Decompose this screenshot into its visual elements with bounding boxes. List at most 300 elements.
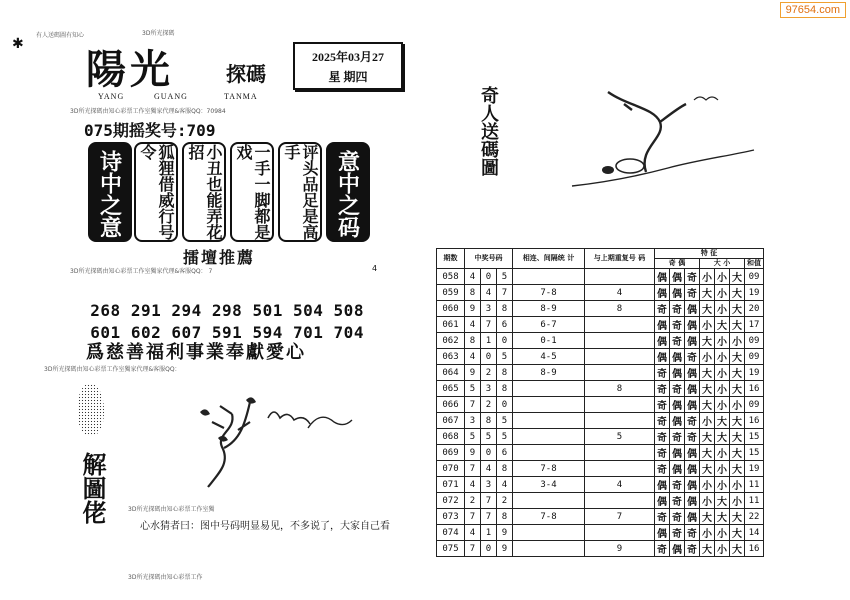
cell-issue: 068 (437, 429, 465, 445)
cell-sum: 15 (745, 429, 764, 445)
cell-odd-even: 偶 (670, 365, 685, 381)
cell-digit: 8 (465, 285, 481, 301)
cell-odd-even: 偶 (685, 445, 700, 461)
cell-big-small: 小 (715, 285, 730, 301)
cell-odd-even: 奇 (655, 509, 670, 525)
cell-digit: 8 (497, 365, 513, 381)
cell-odd-even: 奇 (670, 381, 685, 397)
cell-big-small: 小 (700, 525, 715, 541)
issue-result (84, 118, 215, 141)
cell-sum: 19 (745, 365, 764, 381)
cell-issue: 063 (437, 349, 465, 365)
recommend-number: 298 (211, 301, 243, 320)
cell-odd-even: 奇 (670, 317, 685, 333)
recommend-number: 504 (293, 301, 324, 320)
cell-digit: 7 (481, 493, 497, 509)
recommend-number: 291 (130, 301, 162, 320)
cell-digit: 5 (497, 413, 513, 429)
cell-digit: 9 (465, 365, 481, 381)
left-title-column: 诗中之意 (88, 142, 132, 242)
cell-digit: 8 (497, 461, 513, 477)
fine-print: 3D所光探碼由知心彩票工作室獨家代理&客服QQ：70984 (70, 108, 226, 115)
cell-span: 0-1 (513, 333, 585, 349)
cell-digit: 4 (465, 317, 481, 333)
cell-issue: 072 (437, 493, 465, 509)
cell-span: 8-9 (513, 365, 585, 381)
cell-big-small: 小 (715, 461, 730, 477)
cell-odd-even: 偶 (655, 333, 670, 349)
cell-span (513, 269, 585, 285)
recommend-number: 591 (211, 323, 243, 342)
cell-big-small: 大 (730, 509, 745, 525)
cell-digit: 4 (465, 525, 481, 541)
cell-big-small: 大 (730, 429, 745, 445)
cell-digit: 0 (497, 397, 513, 413)
cell-digit: 4 (497, 477, 513, 493)
corner-caption: 有人送碼圖有知心 (36, 32, 85, 39)
header-feature: 特 征 (655, 249, 764, 259)
table-row (437, 269, 764, 285)
cell-odd-even: 奇 (685, 429, 700, 445)
cell-odd-even: 偶 (655, 349, 670, 365)
cell-repeat: 9 (585, 541, 655, 557)
cell-big-small: 大 (730, 365, 745, 381)
cell-span: 7-8 (513, 285, 585, 301)
cell-big-small: 大 (715, 413, 730, 429)
cell-big-small: 小 (715, 525, 730, 541)
cell-repeat (585, 525, 655, 541)
cell-odd-even: 奇 (670, 509, 685, 525)
portrait-image (78, 384, 104, 436)
cell-odd-even: 奇 (655, 397, 670, 413)
cell-big-small: 小 (700, 477, 715, 493)
cell-issue: 067 (437, 413, 465, 429)
gift-sketch (568, 86, 758, 190)
cell-digit: 2 (481, 397, 497, 413)
header-odd-even: 奇 偶 (655, 259, 700, 269)
cell-big-small: 小 (715, 445, 730, 461)
table-row (437, 445, 764, 461)
history-table (436, 248, 764, 557)
cell-big-small: 大 (700, 285, 715, 301)
cell-digit: 7 (497, 285, 513, 301)
table-row (437, 461, 764, 477)
cell-digit: 4 (465, 349, 481, 365)
pinyin-2: GUANG (154, 92, 188, 101)
cell-digit: 4 (465, 477, 481, 493)
cell-big-small: 小 (730, 397, 745, 413)
cell-digit: 8 (481, 413, 497, 429)
cell-digit: 7 (481, 317, 497, 333)
cell-repeat: 7 (585, 509, 655, 525)
cell-digit: 1 (481, 525, 497, 541)
cell-big-small: 大 (715, 317, 730, 333)
cell-odd-even: 偶 (655, 477, 670, 493)
cell-issue: 060 (437, 301, 465, 317)
cell-odd-even: 奇 (685, 525, 700, 541)
table-row (437, 525, 764, 541)
cell-issue: 070 (437, 461, 465, 477)
cell-digit: 7 (465, 509, 481, 525)
cell-big-small: 大 (700, 381, 715, 397)
cell-issue: 073 (437, 509, 465, 525)
cell-big-small: 小 (700, 269, 715, 285)
cell-odd-even: 奇 (670, 525, 685, 541)
cell-repeat (585, 397, 655, 413)
cell-digit: 7 (465, 541, 481, 557)
table-row (437, 493, 764, 509)
cell-digit: 8 (497, 301, 513, 317)
cell-digit: 9 (497, 541, 513, 557)
cell-span: 7-8 (513, 461, 585, 477)
cell-digit: 3 (481, 301, 497, 317)
recommend-number: 508 (333, 301, 364, 320)
cell-odd-even: 偶 (670, 413, 685, 429)
cell-big-small: 大 (700, 461, 715, 477)
charity-slogan: 爲慈善福利事業奉獻愛心 (86, 342, 306, 363)
cell-repeat (585, 413, 655, 429)
cell-big-small: 大 (730, 381, 745, 397)
poem-column-1 (134, 142, 178, 242)
cell-digit: 9 (465, 301, 481, 317)
cell-big-small: 大 (730, 285, 745, 301)
header-sum: 和值 (745, 259, 764, 269)
poem-line-4: 评头品足是高手 (282, 144, 319, 240)
cell-digit: 5 (497, 349, 513, 365)
cell-digit: 8 (497, 509, 513, 525)
cell-sum: 16 (745, 541, 764, 557)
cell-digit: 8 (497, 381, 513, 397)
cell-span (513, 541, 585, 557)
cell-issue: 058 (437, 269, 465, 285)
cell-sum: 16 (745, 413, 764, 429)
cell-span: 6-7 (513, 317, 585, 333)
cell-sum: 20 (745, 301, 764, 317)
cell-big-small: 大 (730, 541, 745, 557)
cell-repeat (585, 333, 655, 349)
cell-issue: 069 (437, 445, 465, 461)
table-row (437, 317, 764, 333)
cell-big-small: 大 (730, 301, 745, 317)
cell-big-small: 小 (715, 397, 730, 413)
cell-digit: 9 (465, 445, 481, 461)
cell-odd-even: 奇 (670, 333, 685, 349)
cell-odd-even: 奇 (670, 493, 685, 509)
header-number: 中奖号码 (465, 249, 513, 269)
issue-number: 709 (186, 121, 216, 140)
cell-span (513, 381, 585, 397)
table-row (437, 365, 764, 381)
cell-big-small: 小 (715, 269, 730, 285)
cell-repeat (585, 269, 655, 285)
cell-issue: 075 (437, 541, 465, 557)
cell-big-small: 大 (700, 397, 715, 413)
cell-odd-even: 偶 (655, 285, 670, 301)
table-row (437, 333, 764, 349)
cell-repeat (585, 461, 655, 477)
cell-odd-even: 奇 (685, 269, 700, 285)
cell-digit: 0 (481, 445, 497, 461)
cell-issue: 066 (437, 397, 465, 413)
cell-sum: 14 (745, 525, 764, 541)
cell-sum: 09 (745, 269, 764, 285)
cell-odd-even: 奇 (655, 461, 670, 477)
cell-odd-even: 奇 (655, 301, 670, 317)
poem-line-3: 一手一脚都是戏 (234, 144, 271, 240)
cell-sum: 16 (745, 381, 764, 397)
cell-digit: 5 (465, 381, 481, 397)
table-row (437, 541, 764, 557)
table-row (437, 509, 764, 525)
cell-big-small: 大 (700, 429, 715, 445)
cell-big-small: 大 (730, 269, 745, 285)
cell-digit: 4 (481, 461, 497, 477)
cell-big-small: 小 (715, 333, 730, 349)
cell-digit: 7 (465, 461, 481, 477)
decode-fine-2: 3D所光探碼由知心彩票工作 (128, 574, 203, 581)
table-row (437, 477, 764, 493)
cell-odd-even: 偶 (685, 301, 700, 317)
recommend-number: 602 (130, 323, 162, 342)
cell-big-small: 大 (730, 525, 745, 541)
cell-big-small: 大 (700, 365, 715, 381)
header-big-small: 大 小 (700, 259, 745, 269)
cell-sum: 11 (745, 493, 764, 509)
cell-repeat: 4 (585, 477, 655, 493)
cell-repeat (585, 493, 655, 509)
header-issue: 期数 (437, 249, 465, 269)
poem-column-2 (182, 142, 226, 242)
decode-hint: 心水猜者曰：图中号码明显易见，不多说了，大家自己看 (140, 521, 390, 532)
poem-column-3 (230, 142, 274, 242)
cell-odd-even: 奇 (655, 445, 670, 461)
cell-issue: 074 (437, 525, 465, 541)
decode-title: 解圖佬 (78, 452, 107, 524)
cell-odd-even: 偶 (670, 397, 685, 413)
cell-span: 7-8 (513, 509, 585, 525)
recommend-number: 294 (171, 301, 202, 320)
cell-big-small: 小 (730, 477, 745, 493)
cell-odd-even: 奇 (685, 413, 700, 429)
cell-big-small: 大 (700, 509, 715, 525)
cell-odd-even: 偶 (655, 493, 670, 509)
number-row-2 (70, 304, 364, 342)
cell-digit: 7 (465, 397, 481, 413)
cell-big-small: 小 (730, 333, 745, 349)
cell-sum: 15 (745, 445, 764, 461)
recommend-title: 擂壇推薦 (183, 248, 256, 267)
cell-repeat (585, 445, 655, 461)
cell-span (513, 445, 585, 461)
cell-odd-even: 奇 (670, 301, 685, 317)
cell-issue: 062 (437, 333, 465, 349)
site-watermark[interactable]: 97654.com (780, 2, 846, 18)
cell-odd-even: 偶 (670, 349, 685, 365)
cell-digit: 1 (481, 333, 497, 349)
cell-odd-even: 偶 (685, 381, 700, 397)
cell-digit: 0 (481, 349, 497, 365)
cell-big-small: 大 (700, 541, 715, 557)
cell-odd-even: 偶 (685, 477, 700, 493)
cell-digit: 5 (465, 429, 481, 445)
cell-odd-even: 偶 (685, 317, 700, 333)
cell-odd-even: 偶 (685, 461, 700, 477)
cell-issue: 061 (437, 317, 465, 333)
date-line: 2025年03月27 (311, 50, 384, 64)
cell-odd-even: 偶 (670, 541, 685, 557)
cell-odd-even: 奇 (655, 429, 670, 445)
cell-sum: 09 (745, 349, 764, 365)
margin-mark: ✱ (12, 36, 24, 52)
cell-big-small: 大 (700, 301, 715, 317)
cell-odd-even: 偶 (670, 269, 685, 285)
cell-repeat: 5 (585, 429, 655, 445)
brand-title: 陽光 (86, 46, 174, 93)
date-box (293, 42, 403, 90)
right-section-title: 奇人送碼圖 (478, 86, 499, 176)
history-table-body (437, 269, 764, 557)
cell-sum: 11 (745, 477, 764, 493)
cell-odd-even: 偶 (670, 461, 685, 477)
cell-big-small: 小 (715, 349, 730, 365)
cell-repeat: 4 (585, 285, 655, 301)
cell-digit: 3 (465, 413, 481, 429)
cell-big-small: 大 (715, 429, 730, 445)
cell-big-small: 大 (730, 445, 745, 461)
cell-big-small: 小 (715, 541, 730, 557)
cell-digit: 6 (497, 445, 513, 461)
cell-repeat: 8 (585, 381, 655, 397)
cell-big-small: 大 (700, 333, 715, 349)
cell-big-small: 小 (715, 477, 730, 493)
cell-sum: 09 (745, 397, 764, 413)
cell-issue: 064 (437, 365, 465, 381)
cell-issue: 065 (437, 381, 465, 397)
cell-big-small: 小 (700, 349, 715, 365)
recommend-number: 268 (90, 301, 121, 320)
cell-span (513, 493, 585, 509)
cell-odd-even: 偶 (685, 509, 700, 525)
cell-digit: 0 (481, 541, 497, 557)
slogan-fine-print: 3D所光探碼由知心彩票工作室獨家代理&客服QQ： (44, 366, 181, 373)
poem-column-4 (278, 142, 322, 242)
cell-issue: 059 (437, 285, 465, 301)
issue-label: 075期摇奖号: (84, 121, 187, 140)
pinyin-1: YANG (98, 92, 125, 101)
cell-odd-even: 奇 (655, 413, 670, 429)
cell-big-small: 大 (730, 413, 745, 429)
cell-big-small: 小 (700, 413, 715, 429)
table-row (437, 429, 764, 445)
cell-digit: 4 (481, 285, 497, 301)
cell-digit: 4 (465, 269, 481, 285)
cell-big-small: 大 (730, 349, 745, 365)
brand-tagline: 3D所光探碼 (142, 30, 175, 37)
recommend-number: 594 (252, 323, 283, 342)
cell-digit: 0 (481, 269, 497, 285)
cell-big-small: 小 (715, 365, 730, 381)
cell-odd-even: 奇 (685, 541, 700, 557)
cell-odd-even: 奇 (670, 477, 685, 493)
decode-fine-1: 3D所光探碼由知心彩票工作室獨 (128, 506, 215, 513)
cell-big-small: 小 (700, 317, 715, 333)
cell-odd-even: 奇 (655, 541, 670, 557)
cell-sum: 22 (745, 509, 764, 525)
recommend-number: 607 (171, 323, 202, 342)
cell-span: 3-4 (513, 477, 585, 493)
cell-big-small: 小 (730, 493, 745, 509)
cell-digit: 5 (481, 429, 497, 445)
cell-odd-even: 偶 (685, 333, 700, 349)
cell-repeat (585, 317, 655, 333)
recommend-number: 601 (90, 323, 121, 342)
cell-big-small: 大 (730, 317, 745, 333)
cell-big-small: 小 (715, 301, 730, 317)
cell-big-small: 小 (715, 381, 730, 397)
cell-odd-even: 偶 (655, 269, 670, 285)
cell-digit: 0 (497, 333, 513, 349)
cell-odd-even: 偶 (685, 493, 700, 509)
poem-line-2: 小丑也能弄花招 (186, 144, 223, 240)
cell-digit: 6 (497, 317, 513, 333)
table-row (437, 397, 764, 413)
table-row (437, 285, 764, 301)
recommend-number: 704 (333, 323, 364, 342)
poem-line-1: 狐狸借威行号令 (138, 144, 175, 240)
cell-odd-even: 偶 (685, 365, 700, 381)
cell-digit: 3 (481, 477, 497, 493)
cell-odd-even: 奇 (655, 365, 670, 381)
pinyin-3: TANMA (224, 92, 258, 101)
cell-sum: 19 (745, 461, 764, 477)
cell-digit: 5 (497, 429, 513, 445)
cell-span (513, 429, 585, 445)
weekday-line: 星 期四 (328, 70, 368, 84)
cell-span (513, 413, 585, 429)
table-row (437, 349, 764, 365)
recommend-number: 701 (293, 323, 324, 342)
cell-span: 4-5 (513, 349, 585, 365)
cell-odd-even: 奇 (685, 285, 700, 301)
header-span: 相连、间隔统 计 (513, 249, 585, 269)
cell-digit: 2 (465, 493, 481, 509)
cell-repeat (585, 365, 655, 381)
recommend-number: 501 (252, 301, 283, 320)
cell-odd-even: 偶 (670, 285, 685, 301)
brand-subtitle: 探碼 (226, 62, 266, 86)
cell-digit: 2 (481, 365, 497, 381)
cell-digit: 8 (465, 333, 481, 349)
cell-issue: 071 (437, 477, 465, 493)
right-title-column: 意中之码 (326, 142, 370, 242)
cell-span (513, 397, 585, 413)
table-row (437, 381, 764, 397)
cell-big-small: 小 (700, 493, 715, 509)
cell-odd-even: 奇 (655, 381, 670, 397)
header-repeat: 与上期重复号 码 (585, 249, 655, 269)
cell-repeat (585, 349, 655, 365)
cell-big-small: 大 (715, 509, 730, 525)
cell-big-small: 大 (700, 445, 715, 461)
cell-span (513, 525, 585, 541)
table-row (437, 413, 764, 429)
cell-odd-even: 偶 (655, 317, 670, 333)
cell-sum: 19 (745, 285, 764, 301)
cell-sum: 09 (745, 333, 764, 349)
cell-repeat: 8 (585, 301, 655, 317)
cell-big-small: 大 (730, 461, 745, 477)
cell-digit: 5 (497, 269, 513, 285)
